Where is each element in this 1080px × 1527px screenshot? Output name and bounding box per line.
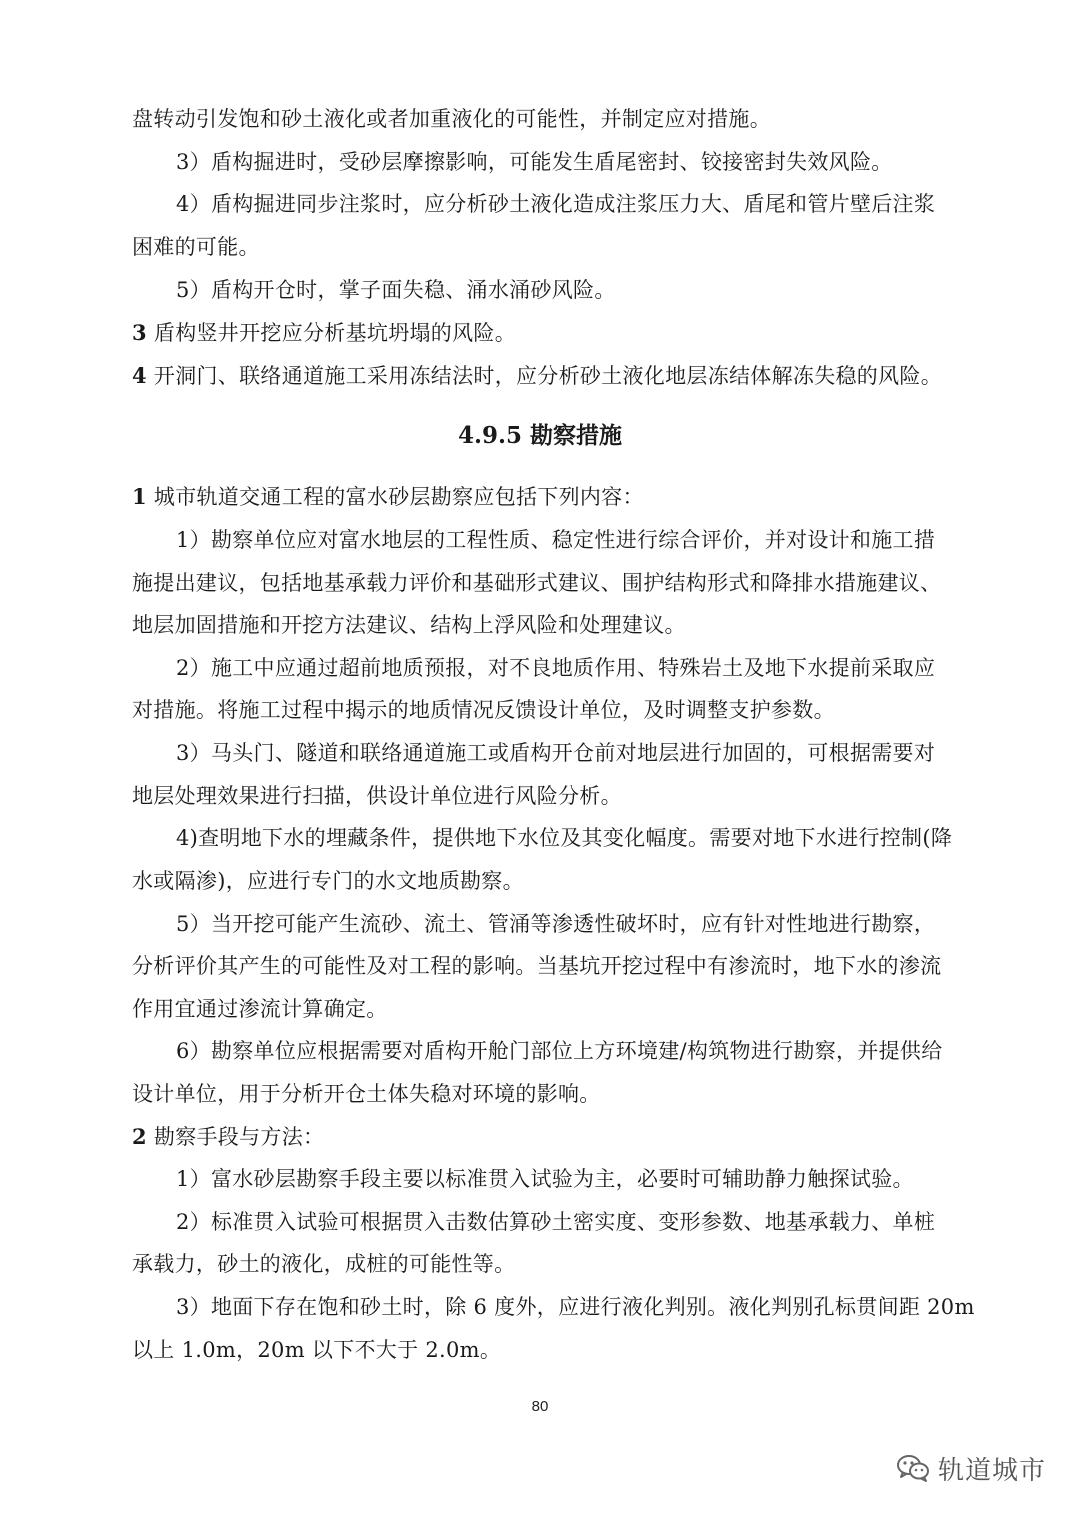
paragraph-line: 地层处理效果进行扫描，供设计单位进行风险分析。: [132, 784, 622, 808]
page-number: 80: [531, 1398, 549, 1415]
paragraph-line: 困难的可能。: [132, 235, 260, 259]
item-text: 城市轨道交通工程的富水砂层勘察应包括下列内容：: [146, 485, 644, 509]
paragraph-line: 5）当开挖可能产生流砂、流土、管涌等渗透性破坏时，应有针对性地进行勘察，: [176, 912, 936, 936]
watermark-text: 轨道城市: [938, 1455, 1047, 1486]
paragraph-line: 6）勘察单位应根据需要对盾构开舱门部位上方环境建/构筑物进行勘察，并提供给: [176, 1039, 943, 1063]
paragraph-line: 以上 1.0m，20m 以下不大于 2.0m。: [132, 1338, 502, 1362]
paragraph-line: 水或隔渗)，应进行专门的水文地质勘察。: [132, 869, 524, 893]
paragraph-line: 3）马头门、隧道和联络通道施工或盾构开仓前对地层进行加固的，可根据需要对: [176, 741, 936, 765]
watermark: [896, 1448, 1046, 1488]
paragraph-line: 地层加固措施和开挖方法建议、结构上浮风险和处理建议。: [132, 613, 686, 637]
wechat-icon: [896, 1453, 930, 1483]
section-heading: 4.9.5 勘察措施: [457, 422, 623, 449]
paragraph-line: 2）标准贯入试验可根据贯入击数估算砂土密实度、变形参数、地基承载力、单桩: [176, 1210, 936, 1234]
paragraph-line: 对措施。将施工过程中揭示的地质情况反馈设计单位，及时调整支护参数。: [132, 698, 835, 722]
paragraph-line: 承载力，砂土的液化，成桩的可能性等。: [132, 1252, 516, 1276]
paragraph-line: 1）富水砂层勘察手段主要以标准贯入试验为主，必要时可辅助静力触探试验。: [176, 1167, 914, 1191]
numbered-item: [132, 1122, 324, 1152]
paragraph-line: 施提出建议，包括地基承载力评价和基础形式建议、围护结构形式和降排水措施建议、: [132, 571, 942, 595]
item-text: 勘察手段与方法：: [146, 1125, 325, 1149]
item-number: 1: [132, 484, 147, 509]
numbered-item: [132, 361, 942, 391]
paragraph-line: 5）盾构开仓时，掌子面失稳、涌水涌砂风险。: [176, 278, 616, 302]
paragraph-line: 3）盾构掘进时，受砂层摩擦影响，可能发生盾尾密封、铰接密封失效风险。: [176, 150, 893, 174]
paragraph-line: 作用宜通过渗流计算确定。: [132, 997, 388, 1021]
paragraph-line: 盘转动引发饱和砂土液化或者加重液化的可能性，并制定应对措施。: [132, 107, 771, 131]
paragraph-line: 1）勘察单位应对富水地层的工程性质、稳定性进行综合评价，并对设计和施工措: [176, 528, 936, 552]
paragraph-line: 3）地面下存在饱和砂土时，除 6 度外，应进行液化判别。液化判别孔标贯间距 20m: [176, 1295, 975, 1319]
item-number: 2: [132, 1124, 147, 1149]
paragraph-line: 4)查明地下水的埋藏条件，提供地下水位及其变化幅度。需要对地下水进行控制(降: [176, 826, 953, 850]
item-text: 开洞门、联络通道施工采用冻结法时，应分析砂土液化地层冻结体解冻失稳的风险。: [146, 364, 942, 388]
item-number: 3: [132, 320, 147, 345]
paragraph-line: 设计单位，用于分析开仓土体失稳对环境的影响。: [132, 1082, 601, 1106]
paragraph-line: 分析评价其产生的可能性及对工程的影响。当基坑开挖过程中有渗流时，地下水的渗流: [132, 954, 942, 978]
paragraph-line: 4）盾构掘进同步注浆时，应分析砂土液化造成注浆压力大、盾尾和管片壁后注浆: [176, 192, 936, 216]
numbered-item: [132, 482, 644, 512]
numbered-item: [132, 318, 516, 348]
paragraph-line: 2）施工中应通过超前地质预报，对不良地质作用、特殊岩土及地下水提前采取应: [176, 656, 936, 680]
item-number: 4: [132, 363, 147, 388]
item-text: 盾构竖井开挖应分析基坑坍塌的风险。: [146, 321, 516, 345]
